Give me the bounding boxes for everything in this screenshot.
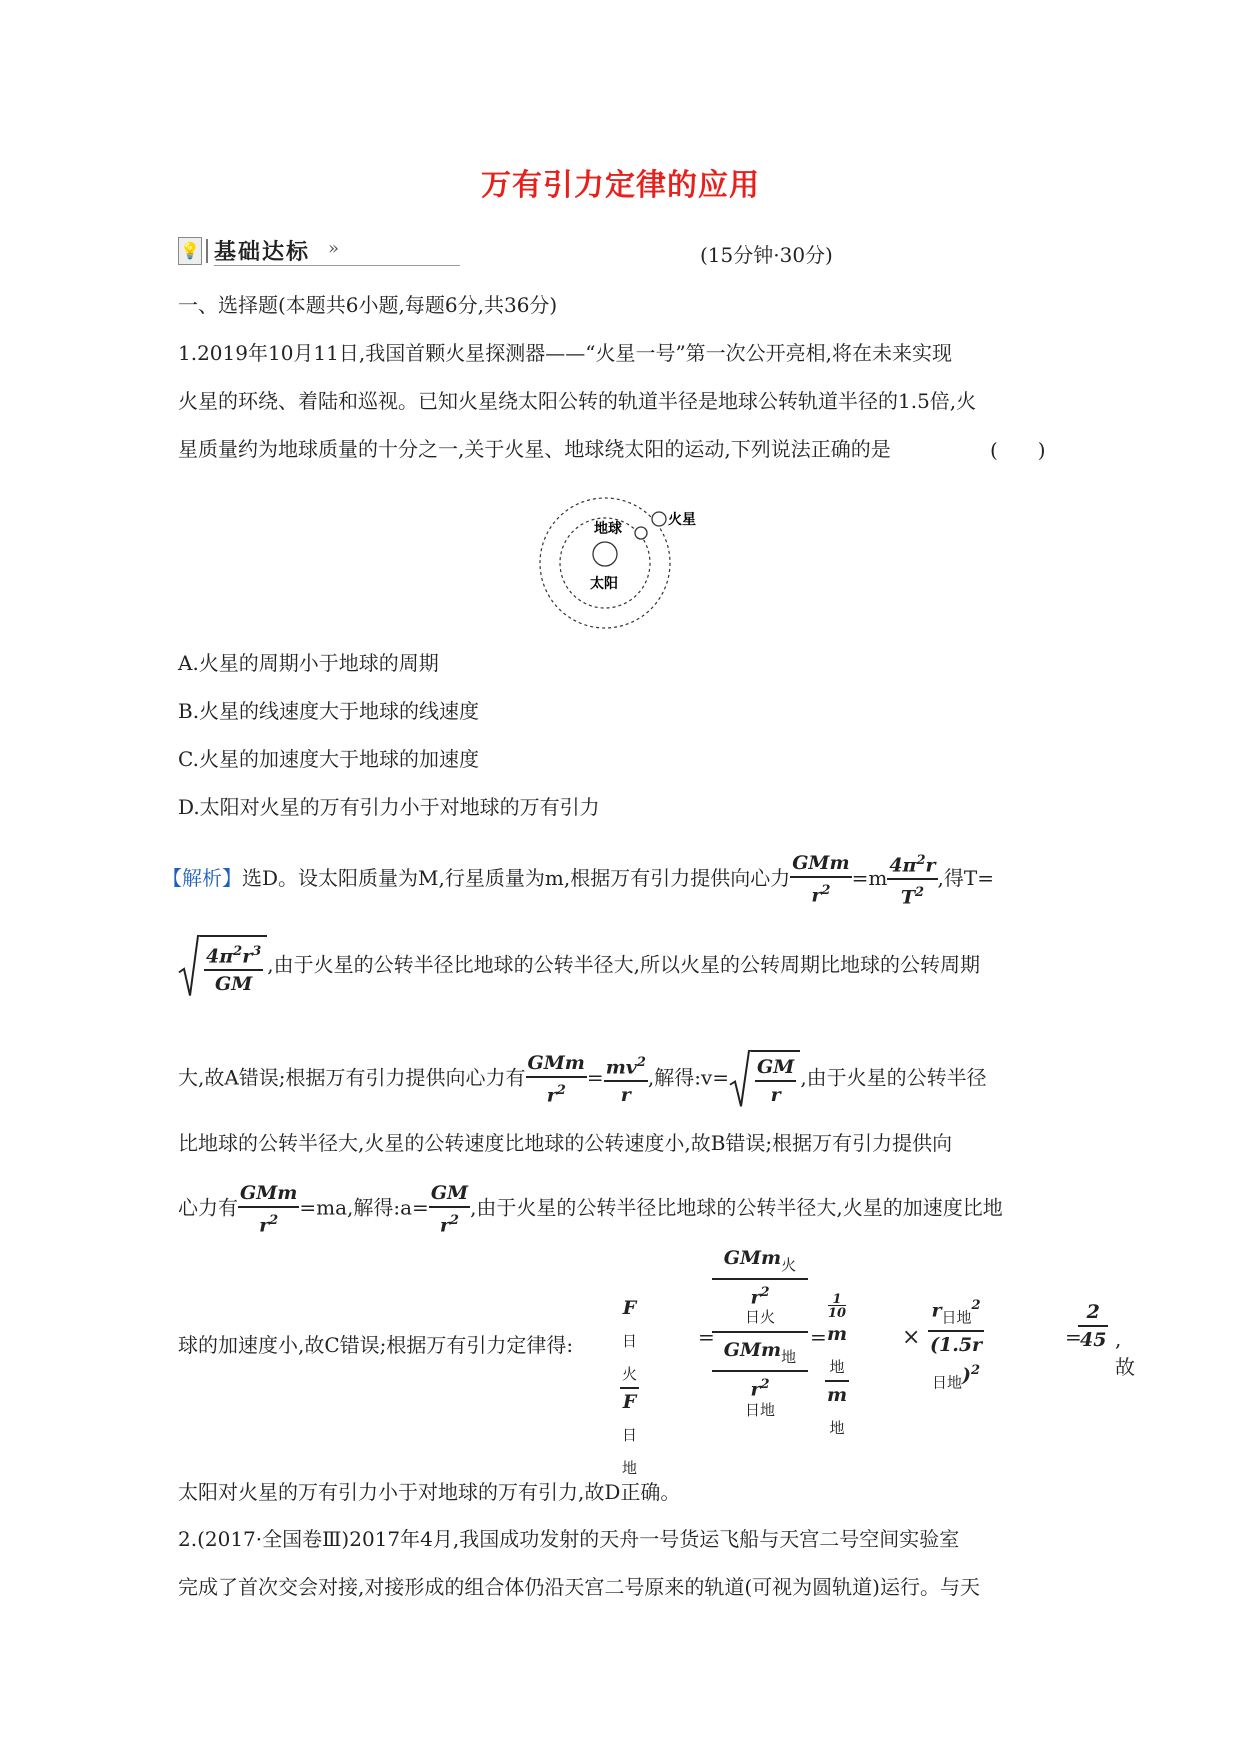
- option-c: C.火星的加速度大于地球的加速度: [178, 747, 479, 771]
- formula-4pi2r-t2: $\frac{4\pi^2r}{T^2}$: [889, 853, 936, 909]
- analysis-line-6: 球的加速度小,故C错误;根据万有引力定律得:: [178, 1333, 574, 1357]
- formula-gmm-r2: GMm $r^2$: [792, 852, 850, 907]
- option-b: B.火星的线速度大于地球的线速度: [178, 699, 480, 723]
- formula-compound-fraction: GMm$_火$ $r^2$ 日火 GMm$_地$ $r^2$ 日地: [712, 1245, 808, 1420]
- answer-blank: ( ): [990, 438, 1046, 462]
- earth-label: 地球: [594, 521, 622, 537]
- banner-time: (15分钟·30分): [700, 243, 833, 267]
- formula-result: 2 45: [1080, 1301, 1107, 1351]
- banner-divider: [206, 239, 208, 263]
- formula-radius-ratio: $r_{日地}^2$ $(1.5r_{日地})^2$: [928, 1293, 984, 1396]
- mars-circle: [652, 512, 666, 526]
- q1-line-1: 1.2019年10月11日,我国首颗火星探测器——“火星一号”第一次公开亮相,将在未来实现: [178, 341, 953, 365]
- q2-line-2: 完成了首次交会对接,对接形成的组合体仍沿天宫二号原来的轨道(可视为圆轨道)运行。与天: [178, 1575, 980, 1599]
- section-heading: 一、选择题(本题共6小题,每题6分,共36分): [178, 293, 558, 317]
- analysis-line-4: 比地球的公转半径大,火星的公转速度比地球的公转速度小,故B错误;根据万有引力提供向: [178, 1131, 953, 1155]
- formula-mass-ratio: $\frac{1}{10}m_地$ $m_地$: [825, 1293, 849, 1441]
- analysis-tag: 【解析】: [162, 865, 242, 890]
- formula-mv2-r: $\frac{mv^2}{r}$: [605, 1055, 646, 1107]
- lightbulb-icon: 💡: [178, 237, 202, 265]
- q1-line-2: 火星的环绕、着陆和巡视。已知火星绕太阳公转的轨道半径是地球公转轨道半径的1.5倍,火: [178, 389, 977, 413]
- option-a: A.火星的周期小于地球的周期: [178, 651, 439, 675]
- double-chevron-icon: »: [328, 238, 340, 259]
- page-title: 万有引力定律的应用: [481, 168, 760, 203]
- sun-label: 太阳: [590, 576, 618, 592]
- banner-label: 基础达标: [214, 240, 311, 265]
- formula-gmm-r2-c: GMm $r^2$: [240, 1182, 298, 1237]
- q1-line-3: 星质量约为地球质量的十分之一,关于火星、地球绕太阳的运动,下列说法正确的是: [178, 437, 891, 461]
- analysis-line-2: $\frac{4\pi^2r^3}{GM}$ ,由于火星的公转半径比地球的公转半径大,所以火星的公转周期比地球的公转周期: [178, 935, 980, 997]
- analysis-line-1: 【解析】选D。设太阳质量为M,行星质量为m,根据万有引力提供向心力 GMm $r^2$ =m $\frac{4\pi^2r}{T^2}$ ,得T=: [162, 848, 994, 911]
- document-page: 万有引力定律的应用 💡 基础达标 » (15分钟·30分) 一、选择题(本题共6小题,每题6分,共36分) 1.2019年10月11日,我国首颗火星探测器——“火星一号”第一次公开亮相,将在未来实现 火星的环绕、着陆和巡视。已知火星绕太阳公转的轨道半径是地球公转轨道半径的1.5倍,火 星质量约为地球质量的十分之一,关于火星、地球绕太阳的运动,下列说法正确的是 ( ) 地球 火星 太阳 A.火星的周期小于地球的周期 B.火星的线速度大于地球的线速度 C.火星的加速度大于地球的加速度 D.太阳对火星的万有引力小于对地球的万有引力 【解析】选D。设太阳质量为M,行星质量为m,根据万有引力提供向心力 GMm $r^2$ =m $\frac{4\pi^2r}{T^2}$ ,得T= $\frac{4\pi^2r^3}{GM}$ ,由于火星的公转半径比地球的公转半径大,所以火星的公转周期比地球的公转周期 大,故A错误;根据万有引力提供向心力有 GMm $r^2$ = $\frac{mv^2}{r}$ ,解得:v= $\frac{GM}{r}$ ,由于火星的公转半径 比地球的公转半径大,火星的公转速度比地球的公转速度小,故B错误;根据万有引力提供向 心力有 GMm $r^2$ =ma,解得:a= $\frac{GM}{r^2}$ ,由于火星的公转半径比地球的公转半径大,火星的加速度比地 球的加速度小,故C错误;根据万有引力定律得: $F_{日火}$ $F_{日地}$ = GMm$_火$ $r^2$ 日火 GMm$_地$ $r^2$ 日地 = $\frac{1}{10}m_地$ $m_地$ × $r_{日地}^2$ $(1.5r_{日地})^2$ = 2 45 ,故 太阳对火星的万有引力小于对地球的万有引力,故D正确。 2.(2017·全国卷Ⅲ)2017年4月,我国成功发射的天舟一号货运飞船与天宫二号空间实验室 完成了首次交会对接,对接形成的组合体仍沿天宫二号原来的轨道(可视为圆轨道)运行。与天: [0, 0, 1241, 1754]
- formula-f-ratio: $F_{日火}$ $F_{日地}$: [620, 1295, 639, 1481]
- earth-circle: [635, 527, 647, 539]
- section-banner: [178, 235, 1058, 271]
- q2-line-1: 2.(2017·全国卷Ⅲ)2017年4月,我国成功发射的天舟一号货运飞船与天宫二号空间实验室: [178, 1527, 960, 1551]
- analysis-line-5: 心力有 GMm $r^2$ =ma,解得:a= $\frac{GM}{r^2}$ ,由于火星的公转半径比地球的公转半径大,火星的加速度比地: [178, 1182, 1003, 1237]
- sun-circle: [593, 542, 617, 566]
- formula-sqrt-period: $\frac{4\pi^2r^3}{GM}$: [178, 935, 267, 997]
- option-d: D.太阳对火星的万有引力小于对地球的万有引力: [178, 795, 600, 819]
- analysis-line-3: 大,故A错误;根据万有引力提供向心力有 GMm $r^2$ = $\frac{mv^2}{r}$ ,解得:v= $\frac{GM}{r}$ ,由于火星的公转半径: [178, 1052, 987, 1107]
- mars-label: 火星: [668, 512, 696, 528]
- formula-gmm-r2-b: GMm $r^2$: [527, 1052, 585, 1107]
- formula-sqrt-velocity: $\frac{GM}{r}$: [729, 1050, 800, 1108]
- orbit-diagram: [530, 495, 710, 630]
- analysis-line-7: 太阳对火星的万有引力小于对地球的万有引力,故D正确。: [178, 1480, 681, 1504]
- banner-underline: [214, 265, 460, 266]
- formula-gm-r2: $\frac{GM}{r^2}$: [430, 1182, 469, 1237]
